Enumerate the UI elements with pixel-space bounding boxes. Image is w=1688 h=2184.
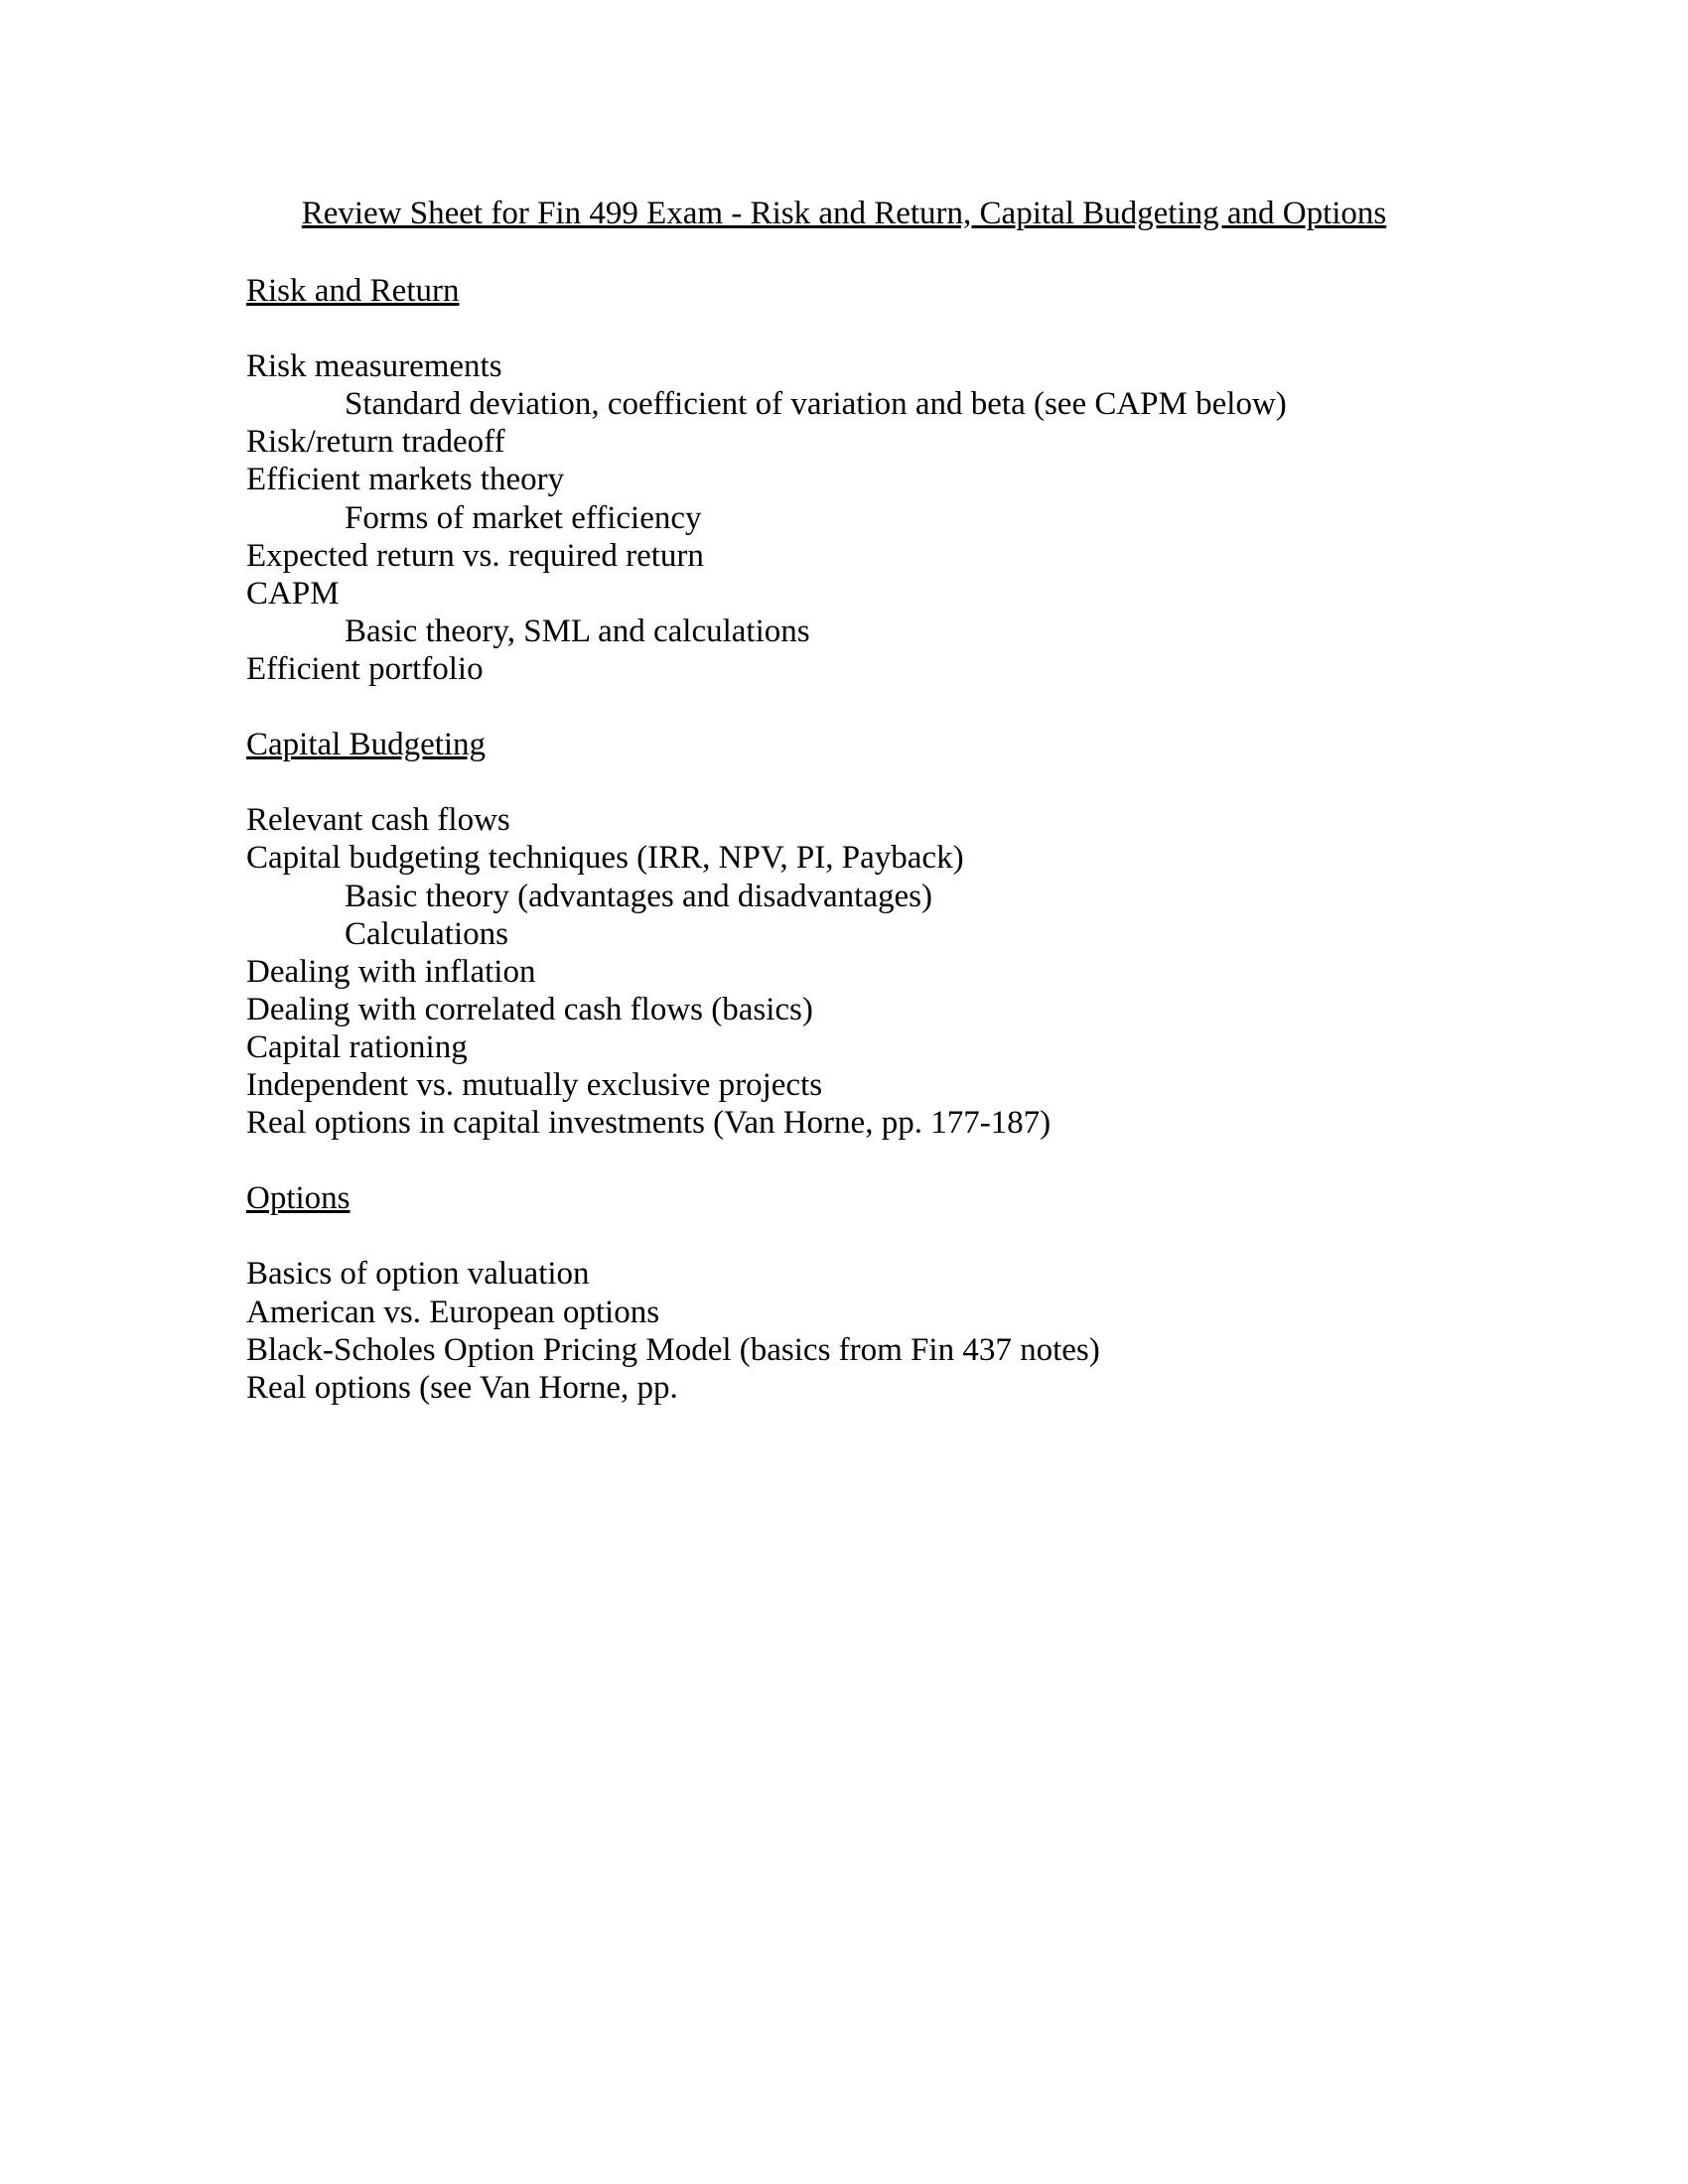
- document-body: [246, 272, 1287, 1407]
- list-item: Expected return vs. required return: [246, 537, 704, 574]
- spacer: [246, 1217, 1287, 1255]
- list-item: Efficient markets theory: [246, 462, 565, 498]
- list-item: Black-Scholes Option Pricing Model (basics from Fin 437 notes): [246, 1331, 1100, 1368]
- list-subitem: Basic theory, SML and calculations: [345, 613, 810, 649]
- section-heading-options: Options: [246, 1180, 351, 1217]
- document-title: [0, 195, 1688, 232]
- spacer: [246, 1142, 1287, 1179]
- list-subitem: Basic theory (advantages and disadvantages): [345, 878, 932, 914]
- list-item: Basics of option valuation: [246, 1256, 590, 1293]
- spacer: [246, 310, 1287, 347]
- section-heading-capital-budgeting: Capital Budgeting: [246, 727, 487, 763]
- list-subitem: Forms of market efficiency: [345, 499, 702, 536]
- list-item: American vs. European options: [246, 1294, 660, 1330]
- spacer: [246, 763, 1287, 801]
- list-item: Independent vs. mutually exclusive projects: [246, 1066, 823, 1103]
- list-item: Risk measurements: [246, 348, 502, 385]
- list-subitem: Standard deviation, coefficient of variation and beta (see CAPM below): [345, 386, 1287, 423]
- list-item: Relevant cash flows: [246, 802, 510, 839]
- title-text: Review Sheet for Fin 499 Exam - Risk and Return, Capital Budgeting and Options: [301, 196, 1387, 231]
- list-item: CAPM: [246, 575, 340, 612]
- list-subitem: Calculations: [345, 915, 508, 952]
- spacer: [246, 688, 1287, 726]
- section-heading-risk-and-return: Risk and Return: [246, 273, 460, 309]
- list-item: Risk/return tradeoff: [246, 424, 505, 461]
- list-item: Efficient portfolio: [246, 650, 484, 687]
- list-item: Real options (see Van Horne, pp.: [246, 1369, 678, 1406]
- list-item: Real options in capital investments (Van Horne, pp. 177-187): [246, 1105, 1052, 1142]
- list-item: Capital budgeting techniques (IRR, NPV, PI, Payback): [246, 840, 964, 877]
- list-item: Dealing with inflation: [246, 953, 536, 990]
- list-item: Dealing with correlated cash flows (basics): [246, 991, 813, 1027]
- list-item: Capital rationing: [246, 1028, 468, 1065]
